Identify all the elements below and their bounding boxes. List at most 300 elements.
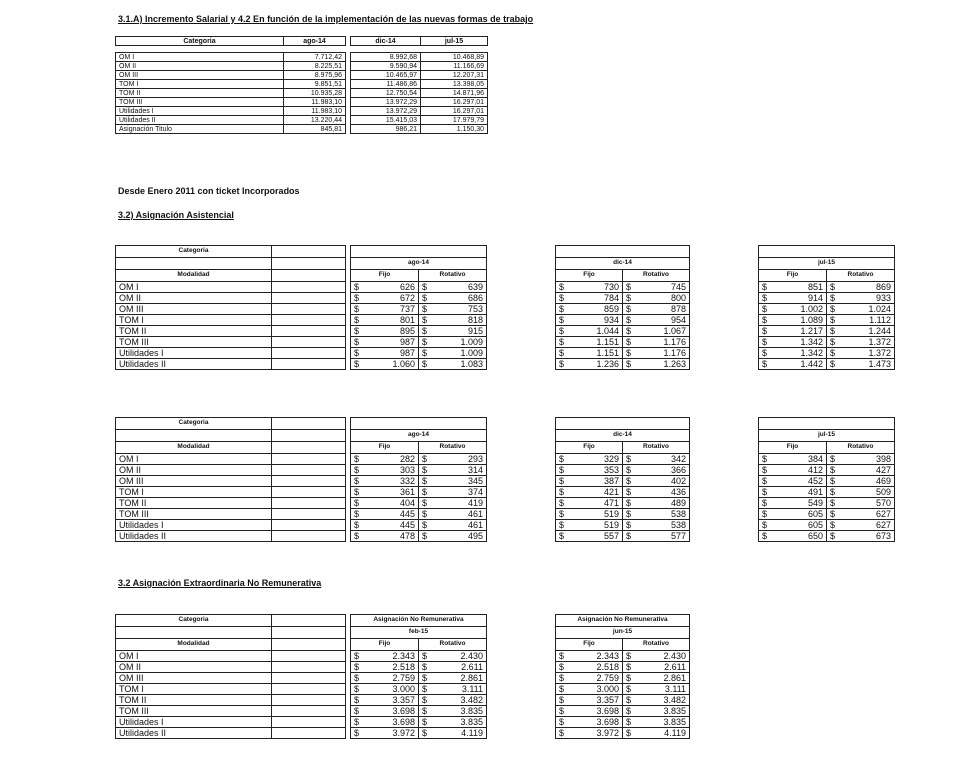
fijo-value-cell: 737 <box>385 304 419 315</box>
table-row <box>351 531 487 542</box>
currency-symbol: $ <box>623 684 657 695</box>
currency-symbol: $ <box>759 454 793 465</box>
period-header: dic-14 <box>556 258 690 270</box>
dic-value-cell: 12.750,54 <box>351 89 421 98</box>
currency-symbol: $ <box>556 282 590 293</box>
rotativo-value-cell: 3.111 <box>656 684 690 695</box>
asistencial-a-category-table <box>115 245 346 370</box>
fijo-value-cell: 353 <box>589 465 623 476</box>
blank-cell <box>272 487 346 498</box>
column-header-jul: jul-15 <box>421 37 488 46</box>
currency-symbol: $ <box>556 476 590 487</box>
fijo-value-cell: 1.002 <box>793 304 827 315</box>
rotativo-value-cell: 3.835 <box>453 706 487 717</box>
fijo-value-cell: 384 <box>793 454 827 465</box>
currency-symbol: $ <box>351 304 385 315</box>
rotativo-value-cell: 1.176 <box>656 337 690 348</box>
table-row <box>116 520 346 531</box>
category-cell: TOM II <box>116 695 272 706</box>
category-cell: Utilidades I <box>116 107 284 116</box>
currency-symbol: $ <box>419 454 453 465</box>
dic-value-cell: 11.486,86 <box>351 80 421 89</box>
table-row <box>759 509 895 520</box>
fijo-value-cell: 3.972 <box>589 728 623 739</box>
blank-cell <box>272 639 346 651</box>
column-header-fijo: Fijo <box>556 442 623 454</box>
currency-symbol: $ <box>556 695 590 706</box>
currency-symbol: $ <box>419 717 453 728</box>
table-row <box>351 728 487 739</box>
table-row <box>759 498 895 509</box>
currency-symbol: $ <box>759 348 793 359</box>
rotativo-value-cell: 800 <box>656 293 690 304</box>
rotativo-value-cell: 2.861 <box>453 673 487 684</box>
ago-value-cell: 8.225,51 <box>284 62 346 71</box>
currency-symbol: $ <box>623 487 657 498</box>
fijo-value-cell: 605 <box>793 509 827 520</box>
rotativo-value-cell: 2.430 <box>453 651 487 662</box>
column-header-categoria: Categoria <box>116 418 272 430</box>
fijo-value-cell: 605 <box>793 520 827 531</box>
blank-cell <box>272 695 346 706</box>
fijo-value-cell: 519 <box>589 520 623 531</box>
currency-symbol: $ <box>827 337 861 348</box>
jul-value-cell: 1.150,30 <box>421 125 488 134</box>
fijo-value-cell: 2.759 <box>385 673 419 684</box>
currency-symbol: $ <box>623 695 657 706</box>
blank-cell <box>272 728 346 739</box>
ago-value-cell: 13.220,44 <box>284 116 346 125</box>
rotativo-value-cell: 639 <box>453 282 487 293</box>
table-row <box>116 728 346 739</box>
rotativo-value-cell: 869 <box>861 282 895 293</box>
currency-symbol: $ <box>623 717 657 728</box>
salary-table-right <box>350 36 488 134</box>
currency-symbol: $ <box>556 359 590 370</box>
blank-cell <box>272 348 346 359</box>
header-row <box>556 270 690 282</box>
column-header-fijo: Fijo <box>351 442 419 454</box>
dic-value-cell: 15.415,03 <box>351 116 421 125</box>
blank-cell <box>272 270 346 282</box>
fijo-value-cell: 626 <box>385 282 419 293</box>
rotativo-value-cell: 2.611 <box>656 662 690 673</box>
table-row <box>351 98 488 107</box>
currency-symbol: $ <box>351 293 385 304</box>
currency-symbol: $ <box>623 498 657 509</box>
ago-value-cell: 11.983,10 <box>284 98 346 107</box>
rotativo-value-cell: 577 <box>656 531 690 542</box>
currency-symbol: $ <box>419 531 453 542</box>
currency-symbol: $ <box>419 293 453 304</box>
category-cell: OM III <box>116 673 272 684</box>
currency-symbol: $ <box>419 348 453 359</box>
header-row <box>116 246 346 258</box>
fijo-value-cell: 445 <box>385 509 419 520</box>
fijo-value-cell: 3.698 <box>385 706 419 717</box>
currency-symbol: $ <box>623 651 657 662</box>
rotativo-value-cell: 1.024 <box>861 304 895 315</box>
table-row <box>556 337 690 348</box>
blank-cell <box>272 662 346 673</box>
category-cell: OM I <box>116 651 272 662</box>
table-row <box>759 315 895 326</box>
fijo-value-cell: 1.236 <box>589 359 623 370</box>
table-row <box>351 116 488 125</box>
table-row <box>351 348 487 359</box>
header-row <box>556 418 690 430</box>
asistencial-b-jul-table <box>758 417 895 542</box>
column-header-modalidad: Modalidad <box>116 442 272 454</box>
currency-symbol: $ <box>556 465 590 476</box>
currency-symbol: $ <box>759 359 793 370</box>
currency-symbol: $ <box>759 337 793 348</box>
fijo-value-cell: 1.151 <box>589 348 623 359</box>
table-row <box>116 62 346 71</box>
table-row <box>759 359 895 370</box>
fijo-value-cell: 3.698 <box>589 717 623 728</box>
fijo-value-cell: 1.060 <box>385 359 419 370</box>
column-header-fijo: Fijo <box>351 639 419 651</box>
currency-symbol: $ <box>827 454 861 465</box>
currency-symbol: $ <box>623 706 657 717</box>
jul-value-cell: 13.398,05 <box>421 80 488 89</box>
table-row <box>351 465 487 476</box>
ago-value-cell: 8.975,96 <box>284 71 346 80</box>
table-row <box>351 53 488 62</box>
header-row <box>351 418 487 430</box>
header-row <box>556 639 690 651</box>
table-row <box>556 684 690 695</box>
table-row <box>556 282 690 293</box>
rotativo-value-cell: 538 <box>656 520 690 531</box>
table-row <box>116 717 346 728</box>
blank-cell <box>272 717 346 728</box>
rotativo-value-cell: 461 <box>453 509 487 520</box>
currency-symbol: $ <box>827 520 861 531</box>
fijo-value-cell: 672 <box>385 293 419 304</box>
currency-symbol: $ <box>419 684 453 695</box>
currency-symbol: $ <box>623 673 657 684</box>
rotativo-value-cell: 3.482 <box>453 695 487 706</box>
blank-cell <box>272 627 346 639</box>
currency-symbol: $ <box>623 304 657 315</box>
rotativo-value-cell: 461 <box>453 520 487 531</box>
currency-symbol: $ <box>419 359 453 370</box>
currency-symbol: $ <box>351 673 385 684</box>
category-cell: TOM I <box>116 684 272 695</box>
fijo-value-cell: 801 <box>385 315 419 326</box>
table-row <box>116 80 346 89</box>
table-row <box>759 520 895 531</box>
rotativo-value-cell: 570 <box>861 498 895 509</box>
blank-cell <box>759 418 895 430</box>
currency-symbol: $ <box>419 520 453 531</box>
blank-cell <box>272 673 346 684</box>
table-row <box>351 476 487 487</box>
ago-value-cell: 9.851,51 <box>284 80 346 89</box>
table-row <box>556 487 690 498</box>
table-row <box>351 125 488 134</box>
header-row <box>351 270 487 282</box>
header-row <box>116 270 346 282</box>
section-heading-extraordinaria: 3.2 Asignación Extraordinaria No Remunerativa <box>118 578 322 588</box>
currency-symbol: $ <box>556 520 590 531</box>
category-cell: TOM I <box>116 487 272 498</box>
rotativo-value-cell: 1.176 <box>656 348 690 359</box>
blank-cell <box>272 651 346 662</box>
rotativo-value-cell: 1.067 <box>656 326 690 337</box>
blank-cell <box>759 246 895 258</box>
fijo-value-cell: 650 <box>793 531 827 542</box>
asistencial-a-dic-table <box>555 245 690 370</box>
table-row <box>759 454 895 465</box>
category-cell: Utilidades I <box>116 717 272 728</box>
dic-value-cell: 13.972,29 <box>351 98 421 107</box>
currency-symbol: $ <box>419 695 453 706</box>
category-cell: TOM III <box>116 98 284 107</box>
rotativo-value-cell: 489 <box>656 498 690 509</box>
table-row <box>116 476 346 487</box>
dic-value-cell: 13.972,29 <box>351 107 421 116</box>
category-cell: OM II <box>116 662 272 673</box>
currency-symbol: $ <box>351 465 385 476</box>
currency-symbol: $ <box>556 337 590 348</box>
jul-value-cell: 10.468,89 <box>421 53 488 62</box>
fijo-value-cell: 361 <box>385 487 419 498</box>
rotativo-value-cell: 3.835 <box>656 706 690 717</box>
blank-cell <box>116 430 272 442</box>
rotativo-value-cell: 686 <box>453 293 487 304</box>
jul-value-cell: 17.979,79 <box>421 116 488 125</box>
table-row <box>116 348 346 359</box>
table-row <box>116 359 346 370</box>
fijo-value-cell: 3.357 <box>385 695 419 706</box>
table-row <box>351 62 488 71</box>
column-header-fijo: Fijo <box>556 270 623 282</box>
rotativo-value-cell: 818 <box>453 315 487 326</box>
spacer-row <box>116 627 346 639</box>
column-header-rotativo: Rotativo <box>419 442 487 454</box>
spacer-row <box>116 258 346 270</box>
rotativo-value-cell: 3.111 <box>453 684 487 695</box>
rotativo-value-cell: 495 <box>453 531 487 542</box>
table-row <box>556 465 690 476</box>
blank-cell <box>351 418 487 430</box>
rotativo-value-cell: 374 <box>453 487 487 498</box>
blank-cell <box>272 246 346 258</box>
header-row <box>351 430 487 442</box>
currency-symbol: $ <box>351 348 385 359</box>
currency-symbol: $ <box>759 465 793 476</box>
section-heading-ticket: Desde Enero 2011 con ticket Incorporados <box>118 186 300 196</box>
column-header-modalidad: Modalidad <box>116 270 272 282</box>
blank-cell <box>556 246 690 258</box>
currency-symbol: $ <box>827 509 861 520</box>
table-row <box>116 98 346 107</box>
table-row <box>116 706 346 717</box>
rotativo-value-cell: 933 <box>861 293 895 304</box>
currency-symbol: $ <box>759 498 793 509</box>
currency-symbol: $ <box>556 293 590 304</box>
blank-cell <box>272 282 346 293</box>
currency-symbol: $ <box>623 662 657 673</box>
blank-cell <box>272 430 346 442</box>
currency-symbol: $ <box>556 531 590 542</box>
currency-symbol: $ <box>556 326 590 337</box>
fijo-value-cell: 549 <box>793 498 827 509</box>
currency-symbol: $ <box>351 706 385 717</box>
currency-symbol: $ <box>556 454 590 465</box>
currency-symbol: $ <box>351 520 385 531</box>
table-row <box>351 304 487 315</box>
currency-symbol: $ <box>556 315 590 326</box>
period-header: ago-14 <box>351 258 487 270</box>
fijo-value-cell: 3.000 <box>385 684 419 695</box>
dic-value-cell: 986,21 <box>351 125 421 134</box>
header-row <box>556 430 690 442</box>
rotativo-value-cell: 342 <box>656 454 690 465</box>
currency-symbol: $ <box>351 337 385 348</box>
table-row <box>759 326 895 337</box>
currency-symbol: $ <box>827 487 861 498</box>
table-row <box>556 498 690 509</box>
table-row <box>116 293 346 304</box>
table-row <box>351 293 487 304</box>
header-row <box>116 442 346 454</box>
ago-value-cell: 845,81 <box>284 125 346 134</box>
column-header-dic: dic-14 <box>351 37 421 46</box>
rotativo-value-cell: 402 <box>656 476 690 487</box>
table-row <box>556 520 690 531</box>
jul-value-cell: 16.297,01 <box>421 107 488 116</box>
table-row <box>116 465 346 476</box>
table-row <box>116 673 346 684</box>
currency-symbol: $ <box>419 662 453 673</box>
fijo-value-cell: 859 <box>589 304 623 315</box>
table-row <box>116 116 346 125</box>
header-row <box>351 442 487 454</box>
period-header: dic-14 <box>556 430 690 442</box>
column-header-categoria: Categoria <box>116 37 284 46</box>
category-cell: Utilidades II <box>116 728 272 739</box>
currency-symbol: $ <box>556 498 590 509</box>
table-row <box>116 326 346 337</box>
currency-symbol: $ <box>759 509 793 520</box>
period-header: jul-15 <box>759 258 895 270</box>
extraordinaria-feb-table <box>350 614 487 739</box>
column-header-fijo: Fijo <box>556 639 623 651</box>
currency-symbol: $ <box>351 282 385 293</box>
salary-table-left <box>115 36 346 134</box>
table-row <box>116 337 346 348</box>
fijo-value-cell: 934 <box>589 315 623 326</box>
currency-symbol: $ <box>759 476 793 487</box>
rotativo-value-cell: 3.835 <box>656 717 690 728</box>
fijo-value-cell: 730 <box>589 282 623 293</box>
blank-cell <box>272 684 346 695</box>
table-row <box>556 359 690 370</box>
header-row <box>116 639 346 651</box>
currency-symbol: $ <box>623 282 657 293</box>
rotativo-value-cell: 878 <box>656 304 690 315</box>
period-header: jun-15 <box>556 627 690 639</box>
fijo-value-cell: 851 <box>793 282 827 293</box>
blank-cell <box>272 509 346 520</box>
extraordinaria-jun-table <box>555 614 690 739</box>
table-row <box>351 71 488 80</box>
currency-symbol: $ <box>351 454 385 465</box>
currency-symbol: $ <box>827 315 861 326</box>
category-cell: OM III <box>116 71 284 80</box>
fijo-value-cell: 3.357 <box>589 695 623 706</box>
jul-value-cell: 16.297,01 <box>421 98 488 107</box>
fijo-value-cell: 2.343 <box>589 651 623 662</box>
fijo-value-cell: 2.343 <box>385 651 419 662</box>
column-header-rotativo: Rotativo <box>419 639 487 651</box>
header-row <box>556 627 690 639</box>
table-row <box>351 651 487 662</box>
fijo-value-cell: 3.698 <box>589 706 623 717</box>
currency-symbol: $ <box>759 531 793 542</box>
rotativo-value-cell: 1.372 <box>861 348 895 359</box>
fijo-value-cell: 2.759 <box>589 673 623 684</box>
rotativo-value-cell: 509 <box>861 487 895 498</box>
blank-cell <box>272 476 346 487</box>
table-row <box>116 282 346 293</box>
currency-symbol: $ <box>827 498 861 509</box>
currency-symbol: $ <box>556 706 590 717</box>
header-row <box>556 258 690 270</box>
asignacion-nr-header: Asignación No Remunerativa <box>351 615 487 627</box>
currency-symbol: $ <box>623 509 657 520</box>
column-header-fijo: Fijo <box>759 442 827 454</box>
header-row <box>351 627 487 639</box>
period-header: ago-14 <box>351 430 487 442</box>
currency-symbol: $ <box>759 487 793 498</box>
currency-symbol: $ <box>351 487 385 498</box>
currency-symbol: $ <box>556 651 590 662</box>
rotativo-value-cell: 915 <box>453 326 487 337</box>
fijo-value-cell: 404 <box>385 498 419 509</box>
dic-value-cell: 8.992,68 <box>351 53 421 62</box>
category-cell: TOM I <box>116 315 272 326</box>
category-cell: TOM II <box>116 326 272 337</box>
blank-cell <box>116 258 272 270</box>
rotativo-value-cell: 2.861 <box>656 673 690 684</box>
dic-value-cell: 10.465,97 <box>351 71 421 80</box>
ago-value-cell: 7.712,42 <box>284 53 346 62</box>
table-row <box>351 359 487 370</box>
currency-symbol: $ <box>351 509 385 520</box>
currency-symbol: $ <box>556 717 590 728</box>
rotativo-value-cell: 366 <box>656 465 690 476</box>
currency-symbol: $ <box>419 282 453 293</box>
table-row <box>116 89 346 98</box>
table-row <box>351 717 487 728</box>
currency-symbol: $ <box>623 326 657 337</box>
fijo-value-cell: 491 <box>793 487 827 498</box>
header-row <box>759 246 895 258</box>
table-row <box>556 326 690 337</box>
blank-cell <box>272 326 346 337</box>
rotativo-value-cell: 1.112 <box>861 315 895 326</box>
blank-cell <box>272 520 346 531</box>
rotativo-value-cell: 469 <box>861 476 895 487</box>
table-row <box>556 717 690 728</box>
currency-symbol: $ <box>827 326 861 337</box>
rotativo-value-cell: 1.473 <box>861 359 895 370</box>
